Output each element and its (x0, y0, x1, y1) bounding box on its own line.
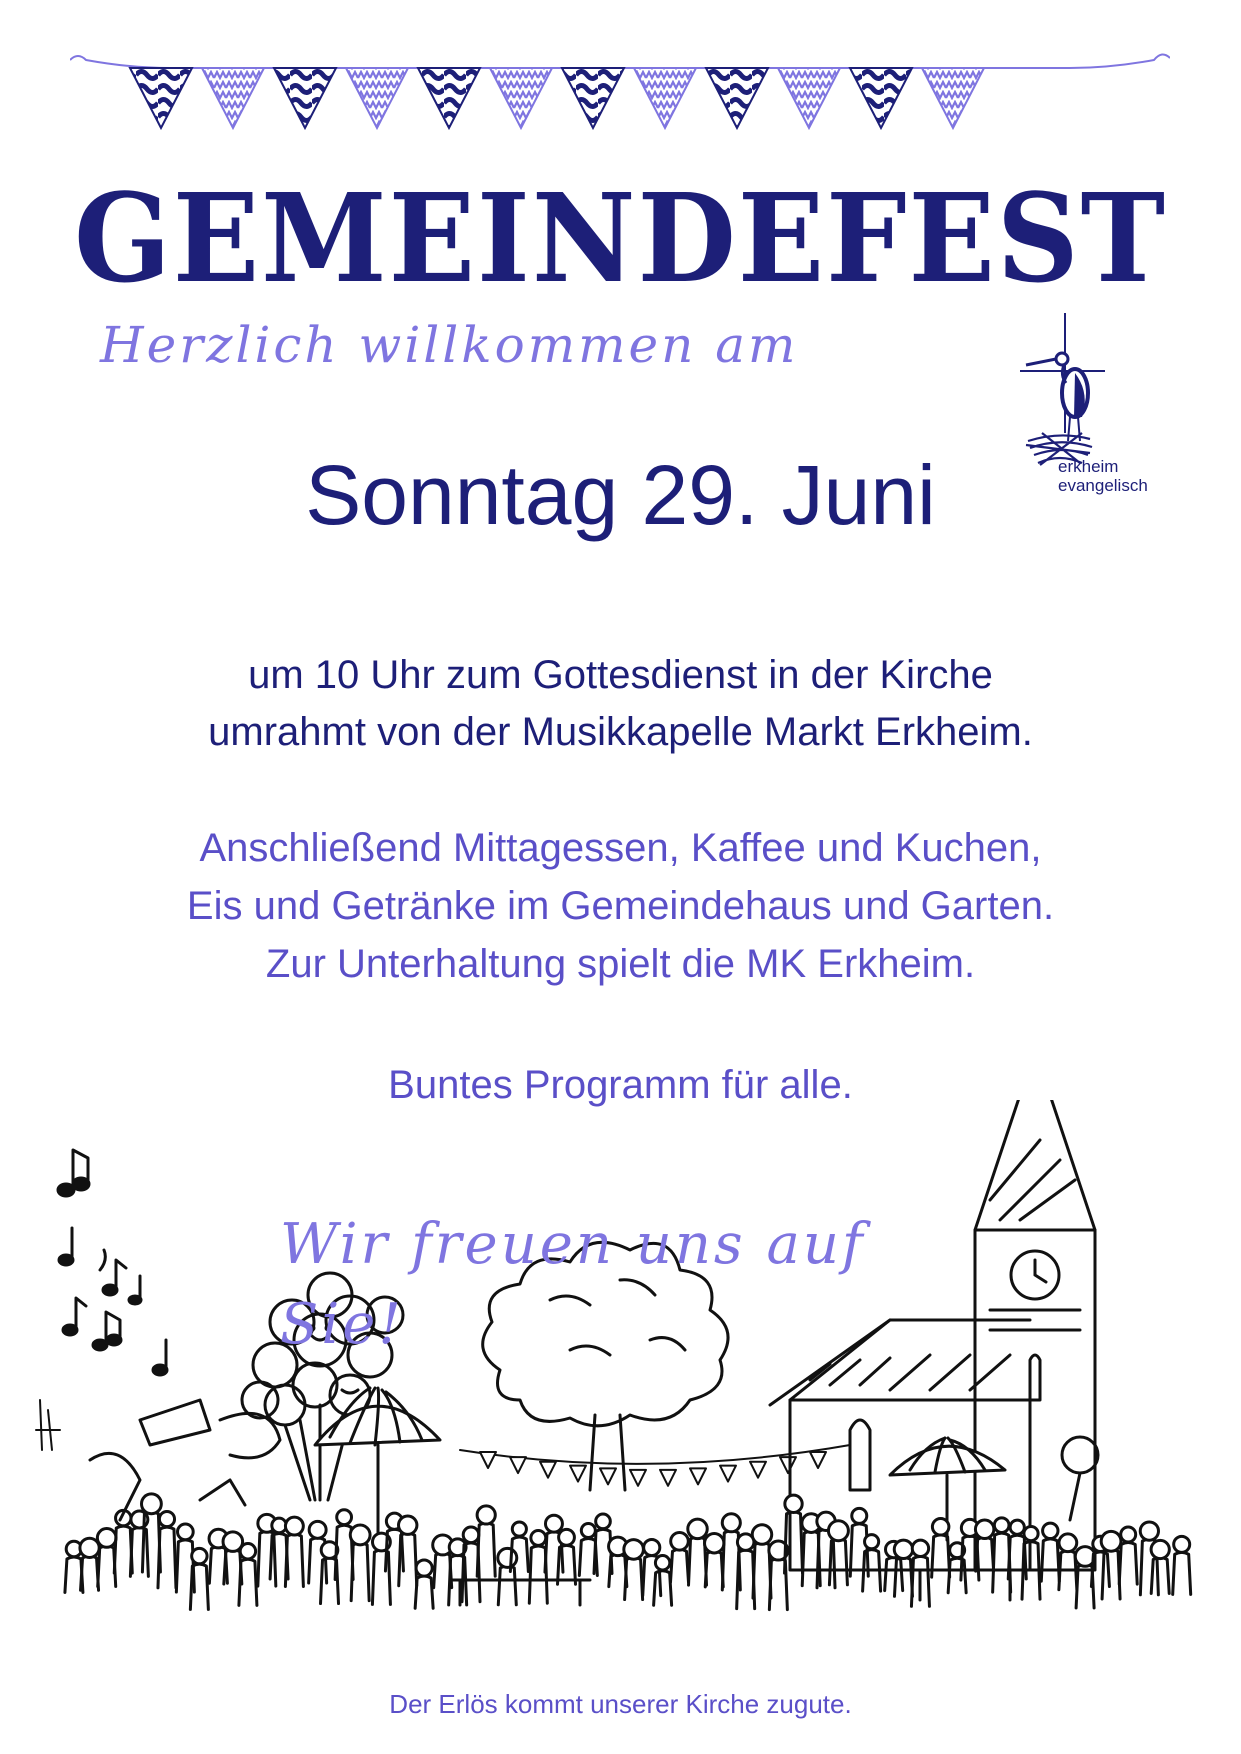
person-figure (654, 1556, 672, 1606)
person-figure (1151, 1540, 1169, 1593)
person-figure (190, 1548, 208, 1609)
bunting-flag (346, 68, 408, 128)
parasol-icon (315, 1388, 440, 1540)
person-figure (1101, 1531, 1121, 1599)
person-figure (158, 1512, 176, 1588)
bunting-flag (274, 68, 336, 128)
brass-band-icon (90, 1400, 280, 1520)
garland-flag (510, 1457, 526, 1473)
person-figure (932, 1519, 950, 1578)
person-figure (498, 1548, 517, 1604)
bunting-garland (70, 40, 1170, 160)
person-figure (399, 1516, 417, 1586)
garland-flag (750, 1462, 766, 1478)
logo-line-evangelisch: evangelisch (1058, 476, 1148, 495)
person-figure (415, 1560, 433, 1608)
afterwards-line-2: Eis und Getränke im Gemeindehaus und Garten. (186, 884, 1055, 928)
person-figure (1041, 1523, 1059, 1581)
event-title: GEMEINDEFEST (74, 166, 1167, 310)
person-figure (1119, 1527, 1137, 1584)
garland-flag (780, 1457, 796, 1473)
village-fest-illustration (30, 1100, 1230, 1670)
person-figure (624, 1540, 644, 1600)
bunting-flag (562, 68, 624, 128)
tagline: Wir freuen uns auf Sie! (280, 1212, 866, 1357)
person-figure (350, 1525, 370, 1601)
person-figure (828, 1521, 848, 1585)
bunting-flag (130, 68, 192, 128)
footer-note: Der Erlös kommt unserer Kirche zugute. (389, 1689, 852, 1719)
bunting-flag (850, 68, 912, 128)
person-figure (1173, 1536, 1191, 1594)
garland-flag (810, 1452, 826, 1468)
garland-flag (600, 1468, 616, 1484)
afterwards-line-1: Anschließend Mittagessen, Kaffee und Kuchen, (199, 826, 1042, 870)
music-notes-icon (58, 1150, 167, 1375)
person-figure (688, 1519, 707, 1585)
bunting-flag (418, 68, 480, 128)
bunting-flag (490, 68, 552, 128)
garland-flag (690, 1468, 706, 1484)
event-date: Sonntag 29. Juni (305, 448, 936, 542)
welcome-text: Herzlich willkommen am (100, 316, 799, 374)
bunting-flag (778, 68, 840, 128)
garland-flag (660, 1470, 676, 1486)
crowd-icon (65, 1494, 1191, 1610)
garland-flag (630, 1470, 646, 1486)
garland-flag (570, 1466, 586, 1482)
person-figure (558, 1529, 576, 1584)
person-figure (863, 1535, 881, 1592)
afterwards-line-3: Zur Unterhaltung spielt die MK Erkheim. (265, 942, 976, 986)
bunting-flag (202, 68, 264, 128)
person-figure (97, 1529, 116, 1587)
person-figure (670, 1532, 688, 1582)
garland-flag (540, 1462, 556, 1478)
service-line-1: um 10 Uhr zum Gottesdienst in der Kirche (248, 653, 993, 697)
logo-line-erkheim: erkheim (1058, 457, 1119, 476)
program-text: Buntes Programm für alle. (388, 1063, 853, 1107)
person-figure (785, 1495, 803, 1573)
person-figure (1059, 1534, 1077, 1590)
service-line-2: umrahmt von der Musikkapelle Markt Erkheim. (208, 710, 1033, 754)
garland-flag (720, 1466, 736, 1482)
bunting-flag (634, 68, 696, 128)
garland-flag (480, 1452, 496, 1468)
bunting-flag (706, 68, 768, 128)
person-figure (239, 1544, 257, 1606)
bunting-flag (922, 68, 984, 128)
